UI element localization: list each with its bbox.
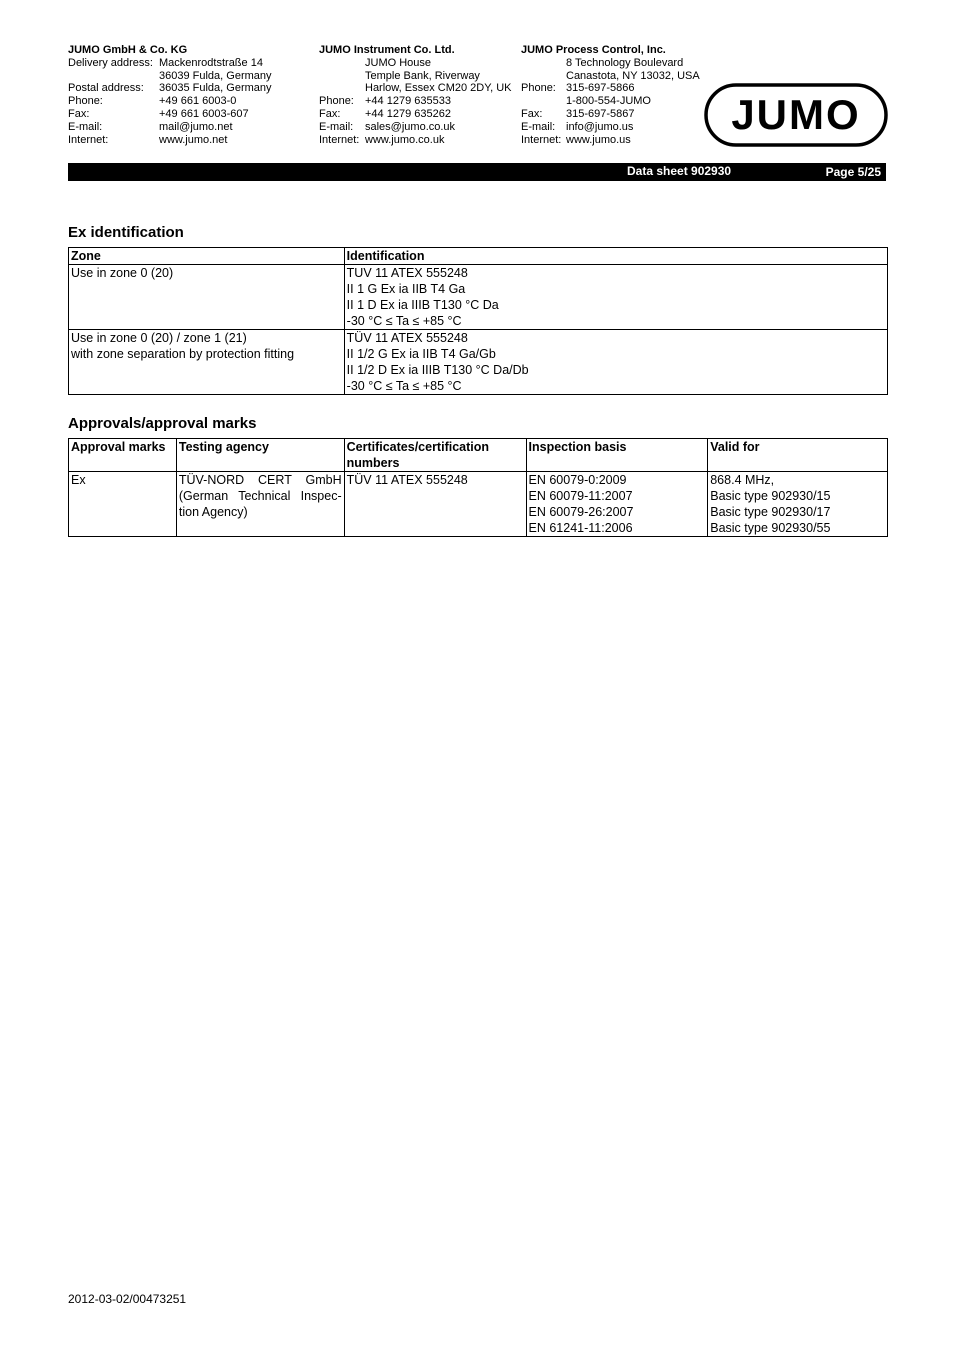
address-label: Postal address:: [68, 82, 144, 95]
address-label: Phone:: [521, 82, 556, 95]
address-value: 315-697-5867: [566, 107, 635, 120]
valid-for-line: Basic type 902930/55: [710, 521, 831, 535]
address-block-germany: [68, 44, 272, 146]
identification-line: II 1 G Ex ia IIB T4 Ga: [346, 282, 466, 296]
address-value: 36039 Fulda, Germany: [159, 69, 272, 82]
address-line: [521, 134, 700, 147]
document-footer: 2012-03-02/00473251: [68, 1292, 187, 1306]
address-label: Delivery address:: [68, 56, 153, 69]
address-label: [521, 70, 566, 83]
address-line: [319, 108, 512, 121]
zone-line: with zone separation by protection fitting: [71, 347, 295, 361]
company-name: JUMO Process Control, Inc.: [521, 44, 666, 56]
column-header-identification: Identification: [344, 248, 887, 265]
approvals-table: [68, 438, 888, 537]
company-name: JUMO GmbH & Co. KG: [68, 44, 188, 56]
address-label: Phone:: [68, 95, 103, 108]
address-label: Phone:: [319, 95, 354, 108]
valid-for-line: Basic type 902930/17: [710, 505, 831, 519]
address-line: [521, 70, 700, 83]
inspection-basis-cell: [526, 472, 708, 537]
address-label: Internet:: [319, 133, 360, 146]
address-line: [319, 57, 512, 70]
identification-line: -30 °C ≤ Ta ≤ +85 °C: [346, 379, 462, 393]
address-label: [521, 57, 566, 70]
page-number: Page 5/25: [825, 165, 881, 179]
identification-cell: [344, 330, 887, 395]
address-line: [68, 95, 272, 108]
header-bar: [68, 163, 886, 181]
identification-line: -30 °C ≤ Ta ≤ +85 °C: [346, 314, 462, 328]
address-label: E-mail:: [521, 120, 556, 133]
address-line: [319, 95, 512, 108]
valid-for-line: Basic type 902930/15: [710, 489, 831, 503]
address-line: [319, 82, 512, 95]
valid-for-line: 868.4 MHz,: [710, 473, 775, 487]
address-value: +44 1279 635262: [365, 107, 451, 120]
approval-mark-cell: Ex: [69, 472, 177, 537]
address-label: [319, 82, 365, 95]
identification-cell: [344, 265, 887, 330]
table-header-row: [69, 248, 888, 265]
address-line: [68, 57, 272, 70]
address-label: [319, 70, 365, 83]
identification-line: II 1 D Ex ia IIIB T130 °C Da: [346, 298, 499, 312]
address-line: [319, 121, 512, 134]
address-label: [521, 95, 566, 108]
inspection-basis-line: EN 60079-0:2009: [528, 473, 627, 487]
datasheet-number: Data sheet 902930: [627, 164, 732, 178]
address-label: Fax:: [521, 107, 543, 120]
address-label: Fax:: [68, 107, 90, 120]
address-value: Canastota, NY 13032, USA: [566, 69, 700, 82]
address-label: Fax:: [319, 107, 341, 120]
address-value: 1-800-554-JUMO: [566, 95, 651, 108]
zone-cell: [69, 330, 345, 395]
logo-text: JUMO: [731, 91, 861, 138]
address-line: [68, 121, 272, 134]
zone-line: Use in zone 0 (20) / zone 1 (21): [71, 331, 247, 345]
address-line: [521, 57, 700, 70]
certificate-cell: TÜV 11 ATEX 555248: [344, 472, 526, 537]
address-line: [319, 70, 512, 83]
address-line: [521, 95, 700, 108]
valid-for-cell: [708, 472, 888, 537]
column-header-inspection-basis: Inspection basis: [526, 439, 708, 472]
address-label: [319, 57, 365, 70]
address-value: Temple Bank, Riverway: [365, 69, 480, 82]
address-value: +44 1279 635533: [365, 95, 451, 108]
address-block-usa: [521, 44, 700, 146]
address-line: [319, 134, 512, 147]
address-line: [521, 108, 700, 121]
approvals-heading: Approvals/approval marks: [68, 415, 257, 432]
address-line: [68, 70, 272, 83]
address-value: +49 661 6003-0: [159, 95, 237, 108]
address-value: 36035 Fulda, Germany: [159, 82, 272, 95]
table-row: [69, 265, 888, 330]
address-label: E-mail:: [319, 120, 354, 133]
address-block-uk: [319, 44, 512, 146]
identification-line: II 1/2 G Ex ia IIB T4 Ga/Gb: [346, 347, 496, 361]
inspection-basis-line: EN 60079-11:2007: [528, 489, 633, 503]
address-value: Mackenrodtstraße 14: [159, 56, 263, 69]
company-name: JUMO Instrument Co. Ltd.: [319, 44, 455, 56]
address-line: [68, 82, 272, 95]
column-header-valid-for: Valid for: [708, 439, 888, 472]
zone-cell: [69, 265, 345, 330]
address-value: www.jumo.us: [566, 133, 631, 146]
column-header-certificates: Certificates/certification numbers: [344, 439, 526, 472]
address-value: info@jumo.us: [566, 120, 634, 133]
inspection-basis-line: EN 60079-26:2007: [528, 505, 634, 519]
address-value: 315-697-5866: [566, 82, 635, 95]
address-line: [521, 121, 700, 134]
table-row: [69, 472, 888, 537]
address-value: Harlow, Essex CM20 2DY, UK: [365, 82, 512, 95]
table-header-row: [69, 439, 888, 472]
zone-line: Use in zone 0 (20): [71, 266, 174, 280]
address-label: Internet:: [68, 133, 109, 146]
address-line: [68, 108, 272, 121]
column-header-approval-marks: Approval marks: [69, 439, 177, 472]
column-header-zone: Zone: [69, 248, 345, 265]
ex-identification-heading: Ex identification: [68, 224, 184, 241]
identification-line: TÜV 11 ATEX 555248: [346, 331, 468, 345]
ex-identification-table: [68, 247, 888, 395]
address-value: +49 661 6003-607: [159, 107, 249, 120]
address-line: [521, 82, 700, 95]
address-value: 8 Technology Boulevard: [566, 56, 684, 69]
address-label: E-mail:: [68, 120, 103, 133]
address-value: www.jumo.net: [159, 133, 228, 146]
identification-line: TUV 11 ATEX 555248: [346, 266, 468, 280]
inspection-basis-line: EN 61241-11:2006: [528, 521, 633, 535]
address-value: www.jumo.co.uk: [365, 133, 445, 146]
address-label: [68, 70, 159, 83]
address-value: sales@jumo.co.uk: [365, 120, 456, 133]
address-value: JUMO House: [365, 56, 432, 69]
address-label: Internet:: [521, 133, 562, 146]
identification-line: II 1/2 D Ex ia IIIB T130 °C Da/Db: [346, 363, 529, 377]
table-row: [69, 330, 888, 395]
column-header-testing-agency: Testing agency: [176, 439, 344, 472]
testing-agency-cell: TÜV-NORD CERT GmbH (German Technical Inspec-tion Agency): [176, 472, 344, 537]
address-line: [68, 134, 272, 147]
jumo-logo: [704, 83, 888, 147]
address-value: mail@jumo.net: [159, 120, 233, 133]
